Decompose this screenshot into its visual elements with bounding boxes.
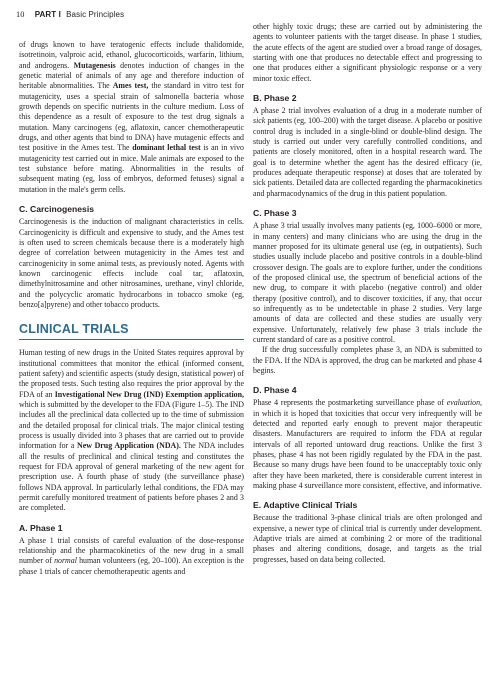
text-run: Human testing of new drugs in the United States requires approval by institutional committees that monitor the ethical (informed consent, patient safety) and scientific aspects (study design, statistical power) of the proposed tests. Such testing also requires the prior approval by the FDA of an xyxy=(19,348,244,399)
text-run: human volunteers (eg, 20–100). An exception is the phase 1 trials of cancer chemotherapeutic agents and xyxy=(19,556,244,576)
emphasis-evaluation: evaluation, xyxy=(446,398,482,408)
term-mutagenesis: Mutagenesis xyxy=(73,60,116,70)
text-run: which is submitted by the developer to the FDA (Figure 1–5). The IND includes all the preclinical data collected up to the time of submission and the detailed proposal for clinical trials. The major clinical testing process is usually divided into 3 phases that are carried out to provide information for a xyxy=(19,399,244,451)
heading-phase-4: D. Phase 4 xyxy=(253,385,297,396)
heading-clinical-trials: CLINICAL TRIALS xyxy=(19,322,244,340)
emphasis-normal: normal xyxy=(54,556,77,566)
term-dominant-lethal-test: dominant lethal test xyxy=(132,143,201,153)
text-run: A phase 2 trial involves evaluation of a drug in a moderate number of xyxy=(253,106,482,116)
paragraph-phase-1-cont: other highly toxic drugs; these are carried out by administering the agents to volunteer patients with the target disease. In phase 1 studies, the acute effects of the agent are studied over a broad range of dosages, starting with one that produces no detectable effect and progressing to one that produces either a significant physiologic response or a very minor toxic effect. xyxy=(253,22,482,83)
part-title: Basic Principles xyxy=(66,10,125,19)
text-run: The NDA includes all the results of preclinical and clinical testing and constitutes the request for FDA approval of general marketing of the new agent for prescription use. A fourth phase of study (the surveillance phase) follows NDA approval. In particularly lethal conditions, the FDA may permit carefully monitored treatment of patients before phases 2 and 3 are completed. xyxy=(19,441,244,513)
text-run: of drugs known to have teratogenic effects include thalidomide, isotretinoin, valproic acid, ethanol, glucocorticoids, warfarin, lithium, and androgens. xyxy=(19,40,244,70)
text-run: Phase 4 represents the postmarketing surveillance phase of xyxy=(253,398,447,408)
right-column xyxy=(253,22,482,565)
paragraph-phase-1 xyxy=(19,536,244,577)
part-label: PART I xyxy=(34,10,61,19)
term-nda: New Drug Application (NDA). xyxy=(77,441,181,451)
paragraph-phase-3-nda: If the drug successfully completes phase 3, an NDA is submitted to the FDA. If the NDA is approved, the drug can be marketed and phase 4 begins. xyxy=(253,345,482,375)
paragraph-clinical-trials xyxy=(19,348,244,514)
term-ind: Investigational New Drug (IND) Exemption application, xyxy=(54,389,244,399)
heading-phase-3: C. Phase 3 xyxy=(253,208,297,219)
text-run: denotes induction of changes in the genetic material of animals of any age and therefore induction of heritable abnormalities. The xyxy=(19,60,244,91)
heading-phase-1: A. Phase 1 xyxy=(19,522,63,533)
paragraph-phase-4 xyxy=(253,398,482,491)
text-run: in which it is hoped that toxicities that occur very infrequently will be detected and reported early enough to prevent major therapeutic disasters. Manufacturers are required to inform the FDA at regular intervals of all reported untoward drug reactions. Unlike the first 3 phases, phase 4 has not been rigidly regulated by the FDA in the past. Because so many drugs have been found to be unacceptably toxic only after they have been marketed, there is considerable current interest in making phase 4 surveillance more consistent, effective, and informative. xyxy=(253,408,482,491)
text-run: is an in vivo mutagenicity test carried out in mice. Male animals are exposed to the test substance before mating. Abnormalities in the results of subsequent mating (eg, loss of embryos, deformed fetuses) signal a mutation in the male's germ cells. xyxy=(19,143,244,194)
paragraph-adaptive-trials: Because the traditional 3-phase clinical trials are often prolonged and expensive, a newer type of clinical trial is currently under development. Adaptive trials are aimed at combining 2 or more of the traditional phases and altering conditions, dosage, and targets as the trial progresses, based on data being collected. xyxy=(253,513,482,564)
text-run: A phase 1 trial consists of careful evaluation of the dose-response relationship and the pharmacokinetics of the new drug in a small number of xyxy=(19,535,244,566)
emphasis-sick: sick xyxy=(253,116,266,126)
paragraph-mutagenesis xyxy=(19,40,244,195)
paragraph-phase-3: A phase 3 trial usually involves many patients (eg, 1000–6000 or more, in many centers) and many clinicians who are using the drug in the manner proposed for its ultimate general use (eg, in outpatients). Such studies usually include placebo and positive controls in a double-blind crossover design. The goals are to explore further, under the conditions of the proposed clinical use, the spectrum of beneficial actions of the new drug, to compare it with placebo (negative control) and older therapy (positive control), and to discover toxicities, if any, that occur so infrequently as to be undetectable in phase 2 studies. Very large amounts of data are collected and these studies are usually very expensive. Unfortunately, relatively few phase 3 trials include the current standard of care as a positive control. xyxy=(253,221,482,344)
heading-adaptive-trials: E. Adaptive Clinical Trials xyxy=(253,500,358,511)
heading-carcinogenesis: C. Carcinogenesis xyxy=(19,204,94,215)
text-run: patients (eg, 100–200) with the target disease. A placebo or positive control drug is included in a single-blind or double-blind design. The study is carried out under very carefully controlled conditions, and patients are closely monitored, often in a hospital research ward. The goal is to determine whether the agent has the desired efficacy (ie, produces adequate therapeutic response) at doses that are tolerated by sick patients. Detailed data are collected regarding the pharmacokinetics and pharmacodynamics of the drug in this patient population. xyxy=(253,116,482,198)
text-run: the standard in vitro test for mutagenicity, uses a special strain of salmonella bacteria whose growth depends on specific nutrients in the culture medium. Loss of this dependence as a result of exposure to the test drug signals a mutation. Many carcinogens (eg, aflatoxin, cancer chemotherapeutic drugs, and other agents that bind to DNA) have mutagenic effects and test positive in the Ames test. The xyxy=(19,81,244,153)
paragraph-phase-2 xyxy=(253,106,482,199)
paragraph-carcinogenesis: Carcinogenesis is the induction of malignant characteristics in cells. Carcinogenicity is difficult and expensive to study, and the Ames test is often used to screen chemicals because there is a moderately high degree of correlation between mutagenicity in the Ames test and carcinogenicity in some animal tests, as previously noted. Agents with known carcinogenic effects include coal tar, aflatoxin, dimethylnitrosamine and other nitrosamines, urethane, vinyl chloride, and the polycyclic aromatic hydrocarbons in tobacco smoke (eg, benzo[a]pyrene) and other tobacco products. xyxy=(19,217,244,309)
left-column xyxy=(19,40,244,577)
term-ames-test: Ames test, xyxy=(112,81,149,91)
page-header xyxy=(16,10,124,19)
heading-phase-2: B. Phase 2 xyxy=(253,93,297,104)
page-number: 10 xyxy=(16,10,25,19)
